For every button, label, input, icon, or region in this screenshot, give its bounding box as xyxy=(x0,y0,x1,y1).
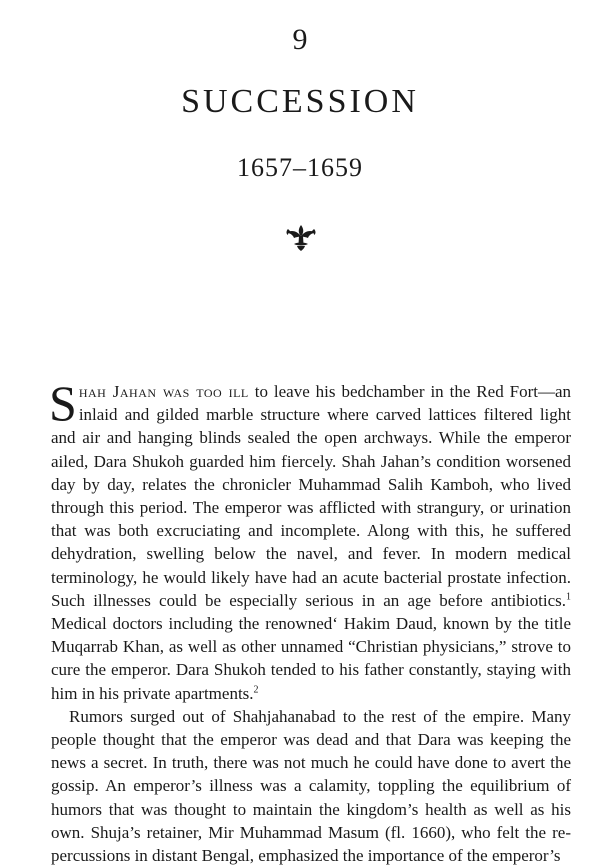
fleuron-icon xyxy=(284,222,318,252)
chapter-dates: 1657–1659 xyxy=(237,153,363,182)
paragraph xyxy=(49,375,572,705)
footnote-marker[interactable]: 2 xyxy=(253,683,259,695)
lead-in: hah Jahan was too ill xyxy=(78,382,249,401)
chapter-number: 9 xyxy=(292,23,308,56)
paragraph-text: to leave his bedchamber in the Red Fort—an inlaid and gilded marble structure where carved lattices filtered light and air and hanging blinds sealed the open archways. While the emperor ailed, Dara Shukoh guarded him fiercely. Shah Jahan’s condition worsened day by day, relates the chronicler Muhammad Salih Kamboh, who lived through this period. The emperor was afflicted with strangury, or urination that was both excruciating and incomplete. Along with this, he suffered dehydration, swelling below the navel, and fever. In modern medical terminology, he would likely have had an acute bacterial prostate infection. Such illnesses could be especially serious in an age before antibiotics. xyxy=(51,382,572,610)
footnote-marker[interactable]: 1 xyxy=(566,591,571,603)
paragraph-text: Medical doctors including the renowned‘ Hakim Daud, known by the title Muqarrab Khan, as well as other unnamed “Christian physicians,” strove to cure the emperor. Dara Shukoh tended to his father constantly, staying with him in his private apartments. xyxy=(51,614,571,703)
drop-cap: S xyxy=(49,375,77,431)
chapter-body xyxy=(49,375,572,867)
paragraph-text: Rumors surged out of Shahjahanabad to the rest of the empire. Many people thought that the emperor was dead and that Dara was keeping the news a secret. In truth, there was not much he could have done to avert the gossip. An emperor’s illness was a calamity, toppling the equilibrium of humors that was thought to maintain the kingdom’s health as well as his own. Shuja’s retainer, Mir Muhammad Masum (fl. 1660), who felt the repercussions in distant Bengal, emphasized the importance of the emperor’s xyxy=(51,706,571,866)
paragraph xyxy=(51,705,571,867)
chapter-title: SUCCESSION xyxy=(181,83,419,120)
